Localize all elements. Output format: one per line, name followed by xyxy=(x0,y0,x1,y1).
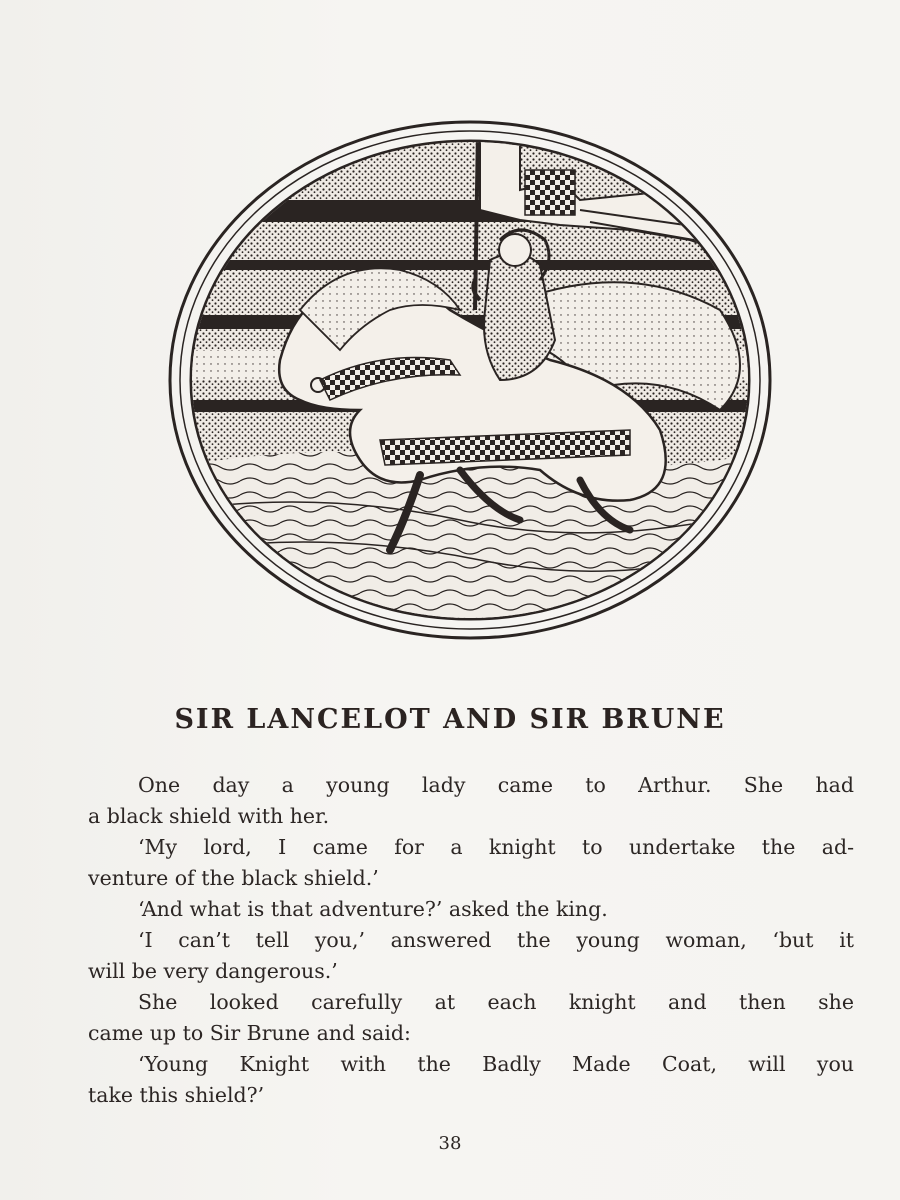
story-line: will be very dangerous.’ xyxy=(88,959,338,983)
page-number: 38 xyxy=(438,1133,462,1154)
story-line: venture of the black shield.’ xyxy=(88,866,379,890)
story-line: One day a young lady came to Arthur. She had xyxy=(138,773,854,797)
knight-on-horse-illustration xyxy=(160,110,780,640)
chapter-title: SIR LANCELOT AND SIR BRUNE xyxy=(174,704,726,735)
story-line: a black shield with her. xyxy=(88,804,330,828)
story-line: ‘My lord, I came for a knight to undertake the ad- xyxy=(138,835,854,859)
knight-head xyxy=(499,234,531,266)
story-line: ‘And what is that adventure?’ asked the king. xyxy=(138,897,608,921)
story-line: take this shield?’ xyxy=(88,1083,265,1107)
story-line: ‘I can’t tell you,’ answered the young woman, ‘but it xyxy=(138,928,854,952)
story-line: came up to Sir Brune and said: xyxy=(88,1021,411,1045)
story-text xyxy=(88,770,854,1111)
story-line: ‘Young Knight with the Badly Made Coat, will you xyxy=(138,1052,854,1076)
story-line: She looked carefully at each knight and then she xyxy=(138,990,854,1014)
